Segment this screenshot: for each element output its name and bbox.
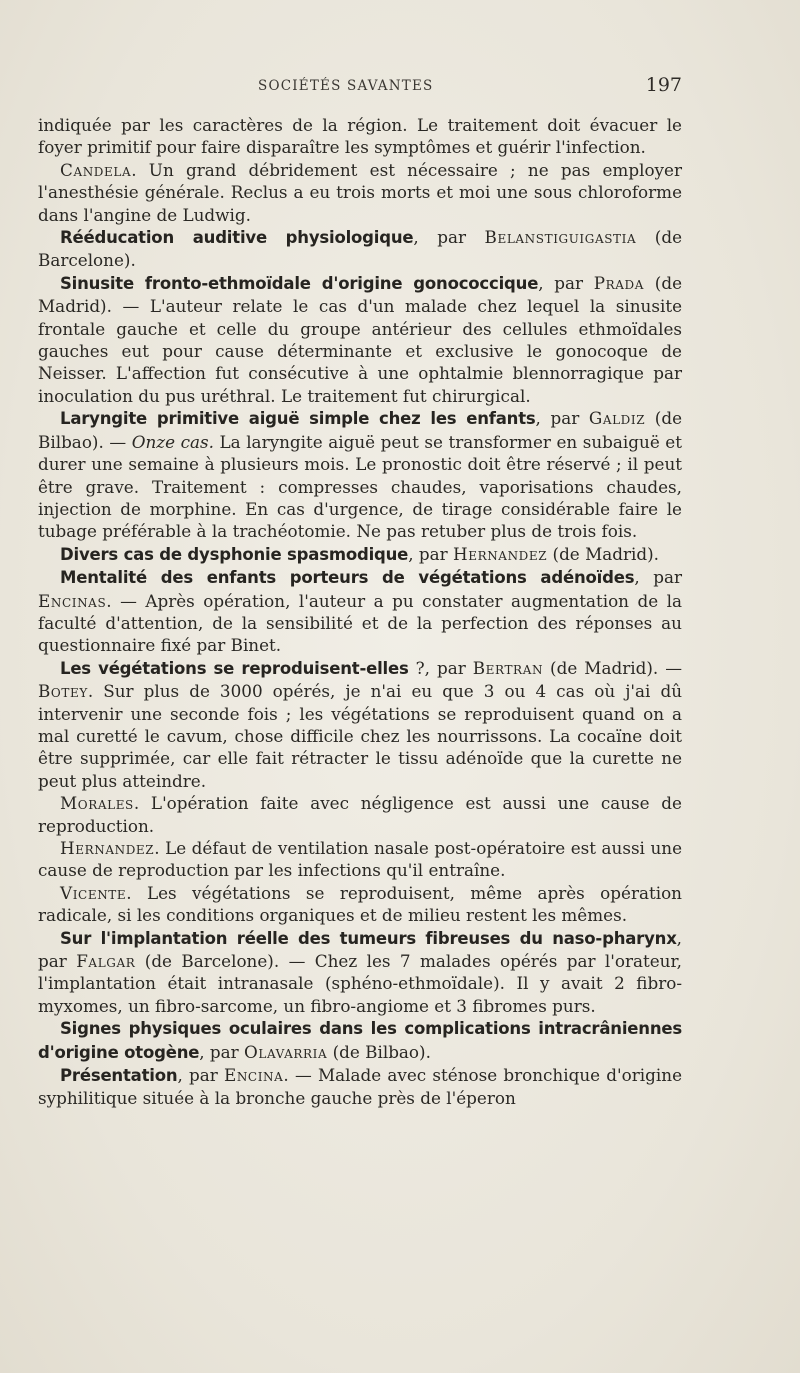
paragraph-text: (de Madrid). —: [543, 657, 683, 678]
author-name: Bertran: [472, 657, 544, 678]
paragraph-text: indiquée par les caractères de la région. Le traitement doit évacuer le foyer primitif pour faire disparaître les symptômes et guérir l'infection.: [38, 115, 682, 158]
entry-title: Mentalité des enfants porteurs de végétations adénoïdes: [60, 568, 635, 588]
author-name: Galdiz: [588, 408, 646, 429]
entry-title: Sur l'implantation réelle des tumeurs fibreuses du naso-pharynx: [60, 928, 677, 948]
author-name: Prada: [593, 272, 645, 293]
paragraph: [38, 882, 682, 927]
paragraph-text: , par: [538, 272, 594, 293]
page-body: [38, 114, 682, 1110]
author-name: Encina: [223, 1065, 284, 1086]
paragraph: [38, 1017, 682, 1064]
paragraph-text: . — Malade avec sténose bronchique d'origine syphilitique située à la bronche gauche près de l'éperon: [38, 1065, 682, 1109]
paragraph-text: , par: [177, 1065, 224, 1086]
paragraph: [38, 927, 682, 1018]
running-head: SOCIÉTÉS SAVANTES: [258, 78, 434, 94]
paragraph: [38, 1064, 682, 1110]
paragraph-text: (de Madrid).: [547, 543, 660, 564]
paragraph: [38, 159, 682, 226]
paragraph: [38, 543, 682, 566]
paragraph-text: (de Barcelone). — Chez les 7 malades opérés par l'orateur, l'implantation était intranasale (sphéno-ethmoïdale). Il y avait 2 fibro-myxomes, un fibro-sarcome, un fibro-angiome et 3 fibromes purs.: [38, 951, 683, 1016]
author-name: Hernandez: [452, 543, 548, 564]
entry-title: Signes physiques oculaires dans les complications intracrâniennes d'origine otogène: [38, 1019, 682, 1062]
author-name: Olavarria: [244, 1041, 328, 1062]
paragraph: [38, 407, 682, 542]
paragraph: [38, 566, 682, 657]
author-name: Encinas: [38, 590, 107, 611]
entry-title: Rééducation auditive physiologique: [60, 228, 414, 248]
paragraph-text: . Un grand débridement est nécessaire ; ne pas employer l'anesthésie générale. Reclus a eu trois morts et moi une sous chloroforme dans l'angine de Ludwig.: [38, 159, 682, 225]
paragraph-text: (de Bilbao).: [327, 1041, 431, 1062]
paragraph-text: . Le défaut de ventilation nasale post-opératoire est aussi une cause de reproduction par les infections qu'il entraîne.: [38, 838, 682, 881]
paragraph: [38, 114, 682, 159]
paragraph-text: . Sur plus de 3000 opérés, je n'ai eu que 3 ou 4 cas où j'ai dû intervenir une seconde fois ; les végétations se reproduisent quand on a mal curetté le cavum, chose difficile chez les nourrissons. La cocaïne doit être supprimée, car elle fait rétracter le tissu adénoïde que la curette ne peut plus atteindre.: [38, 681, 682, 791]
author-name: Botey: [38, 681, 88, 702]
paragraph-text: . — Après opération, l'auteur a pu constater augmentation de la faculté d'attention, de la sensibilité et de la perfection des réponses au questionnaire fixé par Binet.: [38, 590, 682, 656]
paragraph: [38, 657, 682, 792]
paragraph-text: Onze cas.: [131, 431, 214, 452]
paragraph-text: , par: [413, 227, 485, 248]
paragraph-text: La laryngite aiguë peut se transformer en subaiguë et durer une semaine à plusieurs mois. Le pronostic doit être réservé ; il peut être grave. Traitement : compresses chaudes, vaporisations chaudes, injection de morphine. En cas d'urgence, de tirage considérable faire le tubage préférable à la trachéotomie. Ne pas retuber plus de trois fois.: [38, 431, 682, 542]
page-number: 197: [645, 74, 682, 96]
entry-title: Laryngite primitive aiguë simple chez les enfants: [60, 409, 536, 429]
paragraph-text: , par: [535, 408, 589, 429]
author-name: Candela: [60, 159, 132, 180]
paragraph-text: , par: [634, 567, 682, 588]
author-name: Falgar: [76, 951, 136, 972]
paragraph-text: ?, par: [408, 657, 473, 678]
entry-title: Divers cas de dysphonie spasmodique: [60, 544, 409, 564]
paragraph-text: , par: [408, 543, 453, 564]
paragraph: [38, 272, 682, 407]
page-header: [38, 74, 682, 98]
paragraph: [38, 226, 682, 272]
paragraph: [38, 792, 682, 837]
paragraph: [38, 837, 682, 882]
author-name: Morales: [60, 793, 134, 814]
entry-title: Les végétations se reproduisent-elles: [60, 658, 409, 678]
paragraph-text: . L'opération faite avec négligence est aussi une cause de reproduction.: [38, 793, 682, 836]
paragraph-text: . Les végétations se reproduisent, même après opération radicale, si les conditions organiques et de milieu restent les mêmes.: [38, 882, 682, 926]
entry-title: Présentation: [60, 1066, 178, 1086]
author-name: Hernandez: [60, 838, 155, 858]
paragraph-text: , par: [199, 1041, 245, 1062]
paragraph-text: , par: [38, 927, 682, 972]
paragraph-text: (de Bilbao). —: [38, 408, 682, 452]
author-name: Belanstiguigastia: [484, 227, 637, 248]
author-name: Vicente: [60, 882, 127, 903]
paragraph-text: (de Barcelone).: [38, 227, 682, 271]
paragraph-text: (de Madrid). — L'auteur relate le cas d'un malade chez lequel la sinusite frontale gauche et celle du groupe antérieur des cellules ethmoïdales gauches eut pour cause déterminante et exclusive le gonocoque de Neisser. L'affection fut consécutive à une ophtalmie blennorragique par inoculation du pus uréthral. Le traitement fut chirurgical.: [38, 272, 682, 406]
entry-title: Sinusite fronto-ethmoïdale d'origine gonococcique: [60, 273, 539, 293]
